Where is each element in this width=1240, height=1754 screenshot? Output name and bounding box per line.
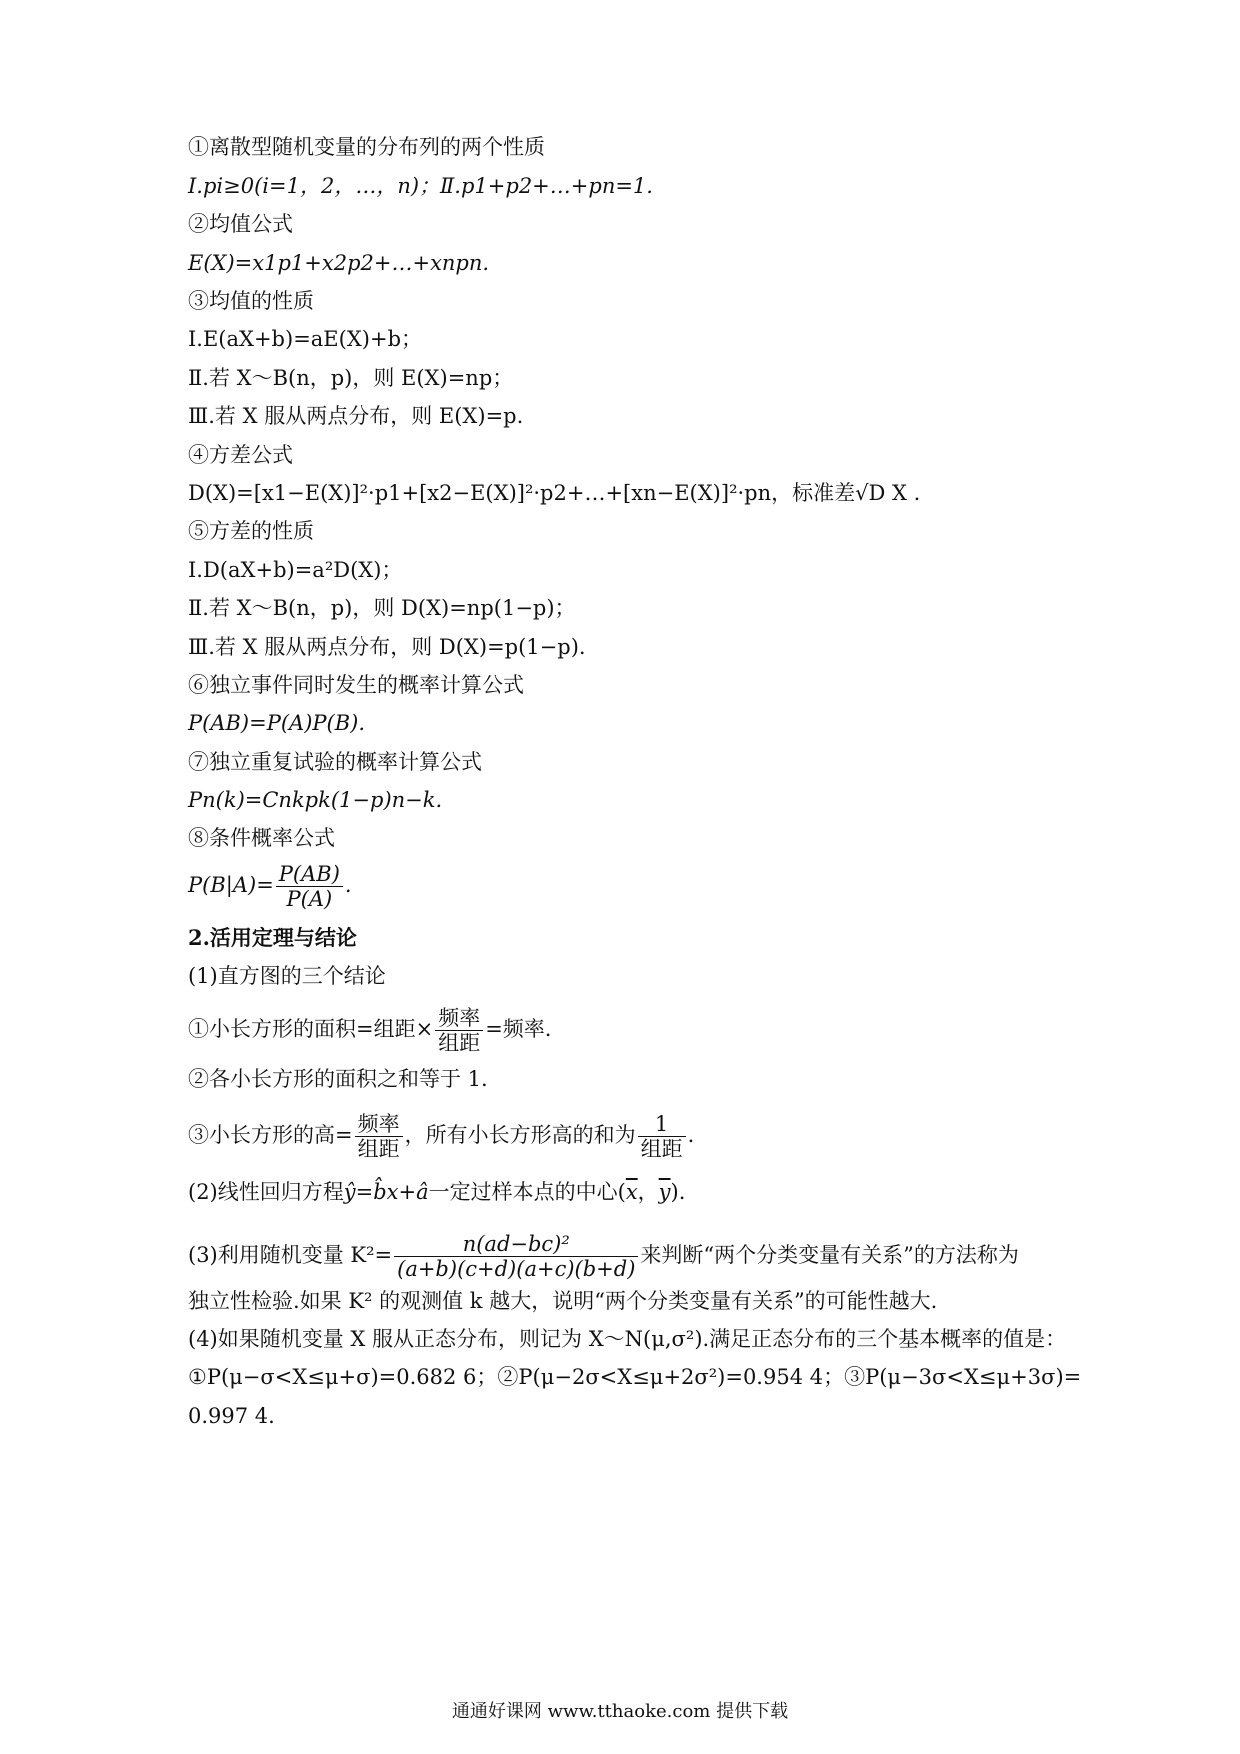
- formula-end: .: [344, 873, 352, 897]
- fraction-numerator: 频率: [355, 1112, 403, 1137]
- fraction-numerator: P(AB): [276, 862, 343, 887]
- fraction-numerator: n(ad−bc)²: [394, 1232, 638, 1257]
- text-line: D(X)=[x1−E(X)]²·p1+[x2−E(X)]²·p2+…+[xn−E(X)]²·pn，标准差√D X .: [188, 481, 921, 505]
- text-line: (4)如果随机变量 X 服从正态分布，则记为 X～N(μ,σ²).满足正态分布的三个基本概率的值是：: [188, 1327, 1067, 1351]
- formula-lhs: P(B|A)=: [188, 873, 274, 897]
- fraction-denominator: P(A): [286, 887, 333, 911]
- y-bar: $\overline{y}$: [658, 1180, 671, 1204]
- separator: ，: [637, 1180, 659, 1204]
- fraction-denominator: 组距: [357, 1137, 400, 1161]
- text-line: Pn(k)=Cnkpk(1−p)n−k.: [188, 788, 443, 812]
- text-segment: (3)利用随机变量 K²=: [188, 1243, 393, 1267]
- regression-equation: ŷ=b̂x+â: [343, 1180, 429, 1204]
- text-segment: 一定过样本点的中心(: [428, 1180, 626, 1204]
- text-line: 0.997 4.: [188, 1404, 275, 1428]
- fraction-numerator: 频率: [435, 1006, 483, 1031]
- chi-square-formula: [188, 1232, 1019, 1281]
- text-segment: 来判断“两个分类变量有关系”的方法称为: [640, 1243, 1019, 1267]
- text-line: ②均值公式: [188, 212, 293, 236]
- text-line: 独立性检验.如果 K² 的观测值 k 越大，说明“两个分类变量有关系”的可能性越大.: [188, 1289, 938, 1313]
- text-segment: =频率.: [485, 1017, 552, 1041]
- text-segment: ).: [670, 1180, 686, 1204]
- fraction: [355, 1112, 403, 1161]
- text-line: ④方差公式: [188, 443, 293, 467]
- text-line: ⑦独立重复试验的概率计算公式: [188, 750, 482, 774]
- histogram-conclusion-1: [188, 1006, 551, 1055]
- text-segment: ③小长方形的高=: [188, 1123, 353, 1147]
- x-bar: $\overline{x}$: [625, 1180, 638, 1204]
- text-line: Ⅲ.若 X 服从两点分布，则 D(X)=p(1−p).: [188, 635, 586, 659]
- fraction: [638, 1112, 686, 1161]
- text-line: P(AB)=P(A)P(B).: [188, 711, 366, 735]
- text-line: Ⅱ.若 X～B(n，p)，则 E(X)=np；: [188, 366, 514, 390]
- fraction: [394, 1232, 638, 1281]
- text-line: Ⅰ.D(aX+b)=a²D(X)；: [188, 558, 403, 582]
- section-heading: 2.活用定理与结论: [188, 925, 357, 950]
- text-line: ⑧条件概率公式: [188, 826, 335, 850]
- fraction-numerator: 1: [638, 1112, 686, 1137]
- regression-line: [188, 1178, 685, 1206]
- fraction: [276, 862, 343, 911]
- text-line: (1)直方图的三个结论: [188, 964, 386, 988]
- conditional-probability-formula: [188, 862, 352, 911]
- text-line: ①P(μ−σ<X≤μ+σ)=0.682 6；②P(μ−2σ<X≤μ+2σ²)=0.954 4；③P(μ−3σ<X≤μ+3σ)=: [188, 1365, 1082, 1389]
- text-line: ②各小长方形的面积之和等于 1.: [188, 1067, 488, 1091]
- text-segment: ，所有小长方形高的和为: [404, 1123, 636, 1147]
- text-segment: .: [687, 1123, 695, 1147]
- text-line: ⑥独立事件同时发生的概率计算公式: [188, 673, 524, 697]
- page-footer: 通通好课网 www.tthaoke.com 提供下载: [451, 1701, 789, 1722]
- text-line: Ⅱ.若 X～B(n，p)，则 D(X)=np(1−p)；: [188, 596, 576, 620]
- fraction-denominator: 组距: [640, 1137, 683, 1161]
- text-line: Ⅰ.E(aX+b)=aE(X)+b；: [188, 327, 423, 351]
- text-line: Ⅰ.pi≥0(i=1，2，…，n)；Ⅱ.p1+p2+…+pn=1.: [188, 174, 653, 198]
- text-segment: ①小长方形的面积=组距×: [188, 1017, 434, 1041]
- fraction: [435, 1006, 483, 1055]
- text-line: ⑤方差的性质: [188, 519, 314, 543]
- text-line: E(X)=x1p1+x2p2+…+xnpn.: [188, 251, 490, 275]
- fraction-denominator: 组距: [438, 1031, 481, 1055]
- fraction-denominator: (a+b)(c+d)(a+c)(b+d): [397, 1257, 636, 1281]
- text-segment: (2)线性回归方程: [188, 1180, 344, 1204]
- text-line: Ⅲ.若 X 服从两点分布，则 E(X)=p.: [188, 404, 524, 428]
- text-line: ③均值的性质: [188, 289, 314, 313]
- text-line: ①离散型随机变量的分布列的两个性质: [188, 135, 545, 159]
- histogram-conclusion-3: [188, 1112, 694, 1161]
